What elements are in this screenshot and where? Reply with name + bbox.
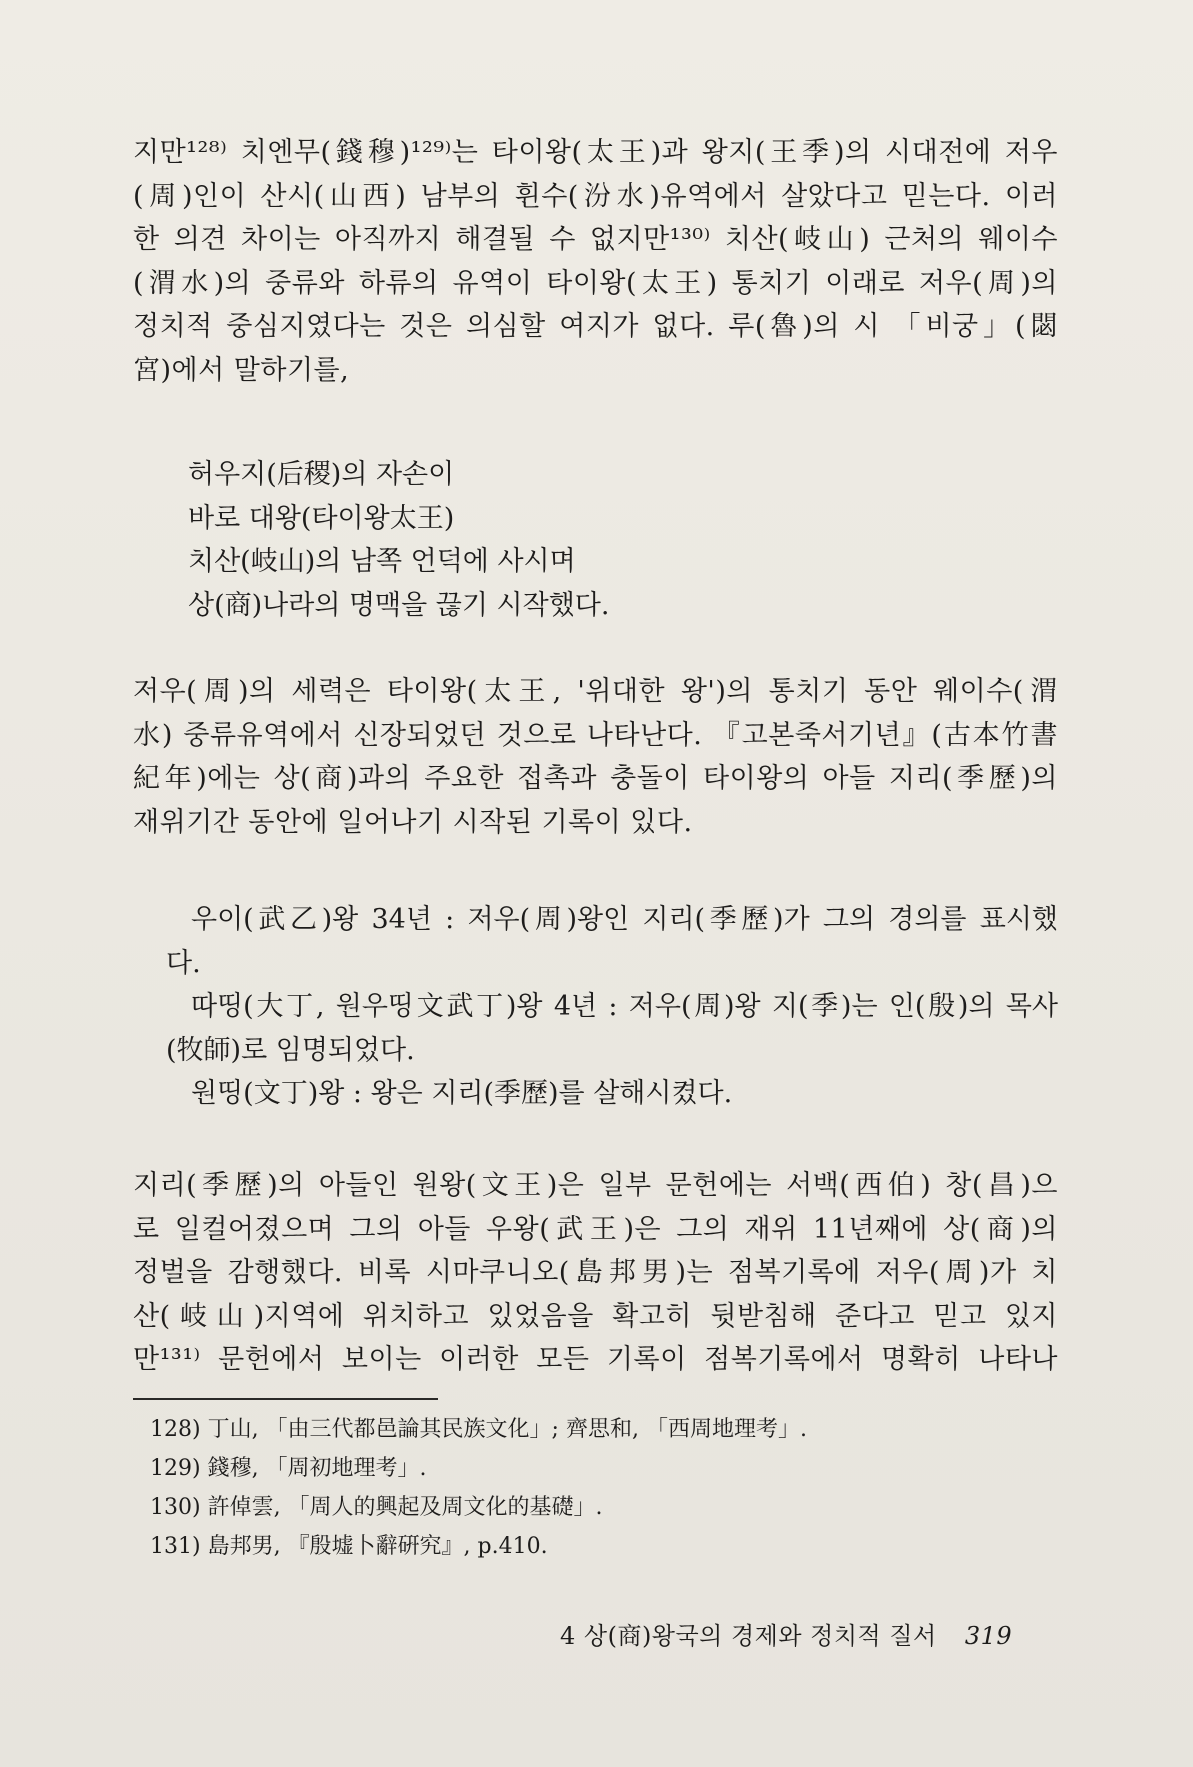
paragraph-text: [133, 131, 1058, 392]
paragraph-3: [133, 1164, 1058, 1382]
annal-line-continued: 다.: [166, 947, 201, 979]
paragraph-1: [133, 131, 1058, 392]
verse-quotation: [188, 453, 609, 627]
verse-line: 상(商)나라의 명맥을 끊기 시작했다.: [188, 589, 610, 621]
footnote-128: 128) 丁山, 「由三代都邑論其民族文化」; 齊思和, 「西周地理考」.: [150, 1417, 807, 1442]
text-line: 만¹³¹⁾ 문헌에서 보이는 이러한 모든 기록이 점복기록에서 명확히 나타나: [133, 1344, 1058, 1375]
annal-entry: [133, 1072, 1058, 1116]
paragraph-text: [133, 1164, 1058, 1382]
annal-line-continued: (牧師)로 임명되었다.: [166, 1034, 415, 1066]
footnote-130: 130) 許倬雲, 「周人的興起及周文化的基礎」.: [150, 1495, 603, 1520]
page-number: 319: [964, 1622, 1013, 1650]
annal-entry: [133, 985, 1058, 1072]
text-line: (渭水)의 중류와 하류의 유역이 타이왕(太王) 통치기 이래로 저우(周)의: [133, 267, 1058, 299]
paragraph-text: [133, 670, 1058, 844]
text-line: 紀年)에는 상(商)과의 주요한 접촉과 충돌이 타이왕의 아들 지리(季歷)의: [133, 763, 1058, 794]
text-line: 정치적 중심지였다는 것은 의심할 여지가 없다. 루(魯)의 시 「비궁」(閟: [133, 311, 1058, 342]
paragraph-2: [133, 670, 1058, 844]
text-line: 한 의견 차이는 아직까지 해결될 수 없지만¹³⁰⁾ 치산(岐山) 근처의 웨이수: [133, 224, 1058, 255]
text-line: (周)인이 산시(山西) 남부의 휜수(汾水)유역에서 살았다고 믿는다. 이러: [133, 180, 1058, 212]
annal-entries: [133, 898, 1058, 1116]
annal-line: 원띵(文丁)왕 : 왕은 지리(季歷)를 살해시켰다.: [191, 1078, 733, 1109]
text-line: 저우(周)의 세력은 타이왕(太王, '위대한 왕')의 통치기 동안 웨이수(渭: [133, 676, 1058, 707]
text-line: 지만¹²⁸⁾ 치엔무(錢穆)¹²⁹⁾는 타이왕(太王)과 왕지(王季)의 시대전에 저우: [133, 137, 1058, 168]
text-line: 宮)에서 말하기를,: [133, 354, 350, 386]
verse-line: 치산(岐山)의 남쪽 언덕에 사시며: [188, 546, 576, 577]
verse-line: 바로 대왕(타이왕太王): [188, 502, 455, 534]
text-line: 水) 중류유역에서 신장되었던 것으로 나타난다. 『고본죽서기년』(古本竹書: [133, 719, 1058, 751]
text-line: 지리(季歷)의 아들인 원왕(文王)은 일부 문헌에는 서백(西伯) 창(昌)으: [133, 1170, 1058, 1201]
footnote-129: 129) 錢穆, 「周初地理考」.: [150, 1456, 427, 1481]
running-head: 4 상(商)왕국의 경제와 정치적 질서: [560, 1622, 937, 1650]
verse-line: 허우지(后稷)의 자손이: [188, 459, 455, 490]
annal-line: 우이(武乙)왕 34년 : 저우(周)왕인 지리(季歷)가 그의 경의를 표시했: [191, 904, 1058, 935]
text-line: 재위기간 동안에 일어나기 시작된 기록이 있다.: [133, 806, 693, 838]
page-footer: [560, 1616, 1012, 1651]
text-line: 정벌을 감행했다. 비록 시마쿠니오(島邦男)는 점복기록에 저우(周)가 치: [133, 1257, 1058, 1288]
footnote-divider: [133, 1398, 438, 1400]
footnote-131: 131) 島邦男, 『殷墟卜辭硏究』, p.410.: [150, 1534, 548, 1559]
text-line: 로 일컬어졌으며 그의 아들 우왕(武王)은 그의 재위 11년째에 상(商)의: [133, 1213, 1058, 1245]
footnotes: [150, 1410, 807, 1566]
text-line: 산(岐山)지역에 위치하고 있었음을 확고히 뒷받침해 준다고 믿고 있지: [133, 1300, 1058, 1332]
annal-entry: [133, 898, 1058, 985]
annal-line: 따띵(大丁, 원우띵文武丁)왕 4년 : 저우(周)왕 지(季)는 인(殷)의 목사: [191, 991, 1058, 1022]
